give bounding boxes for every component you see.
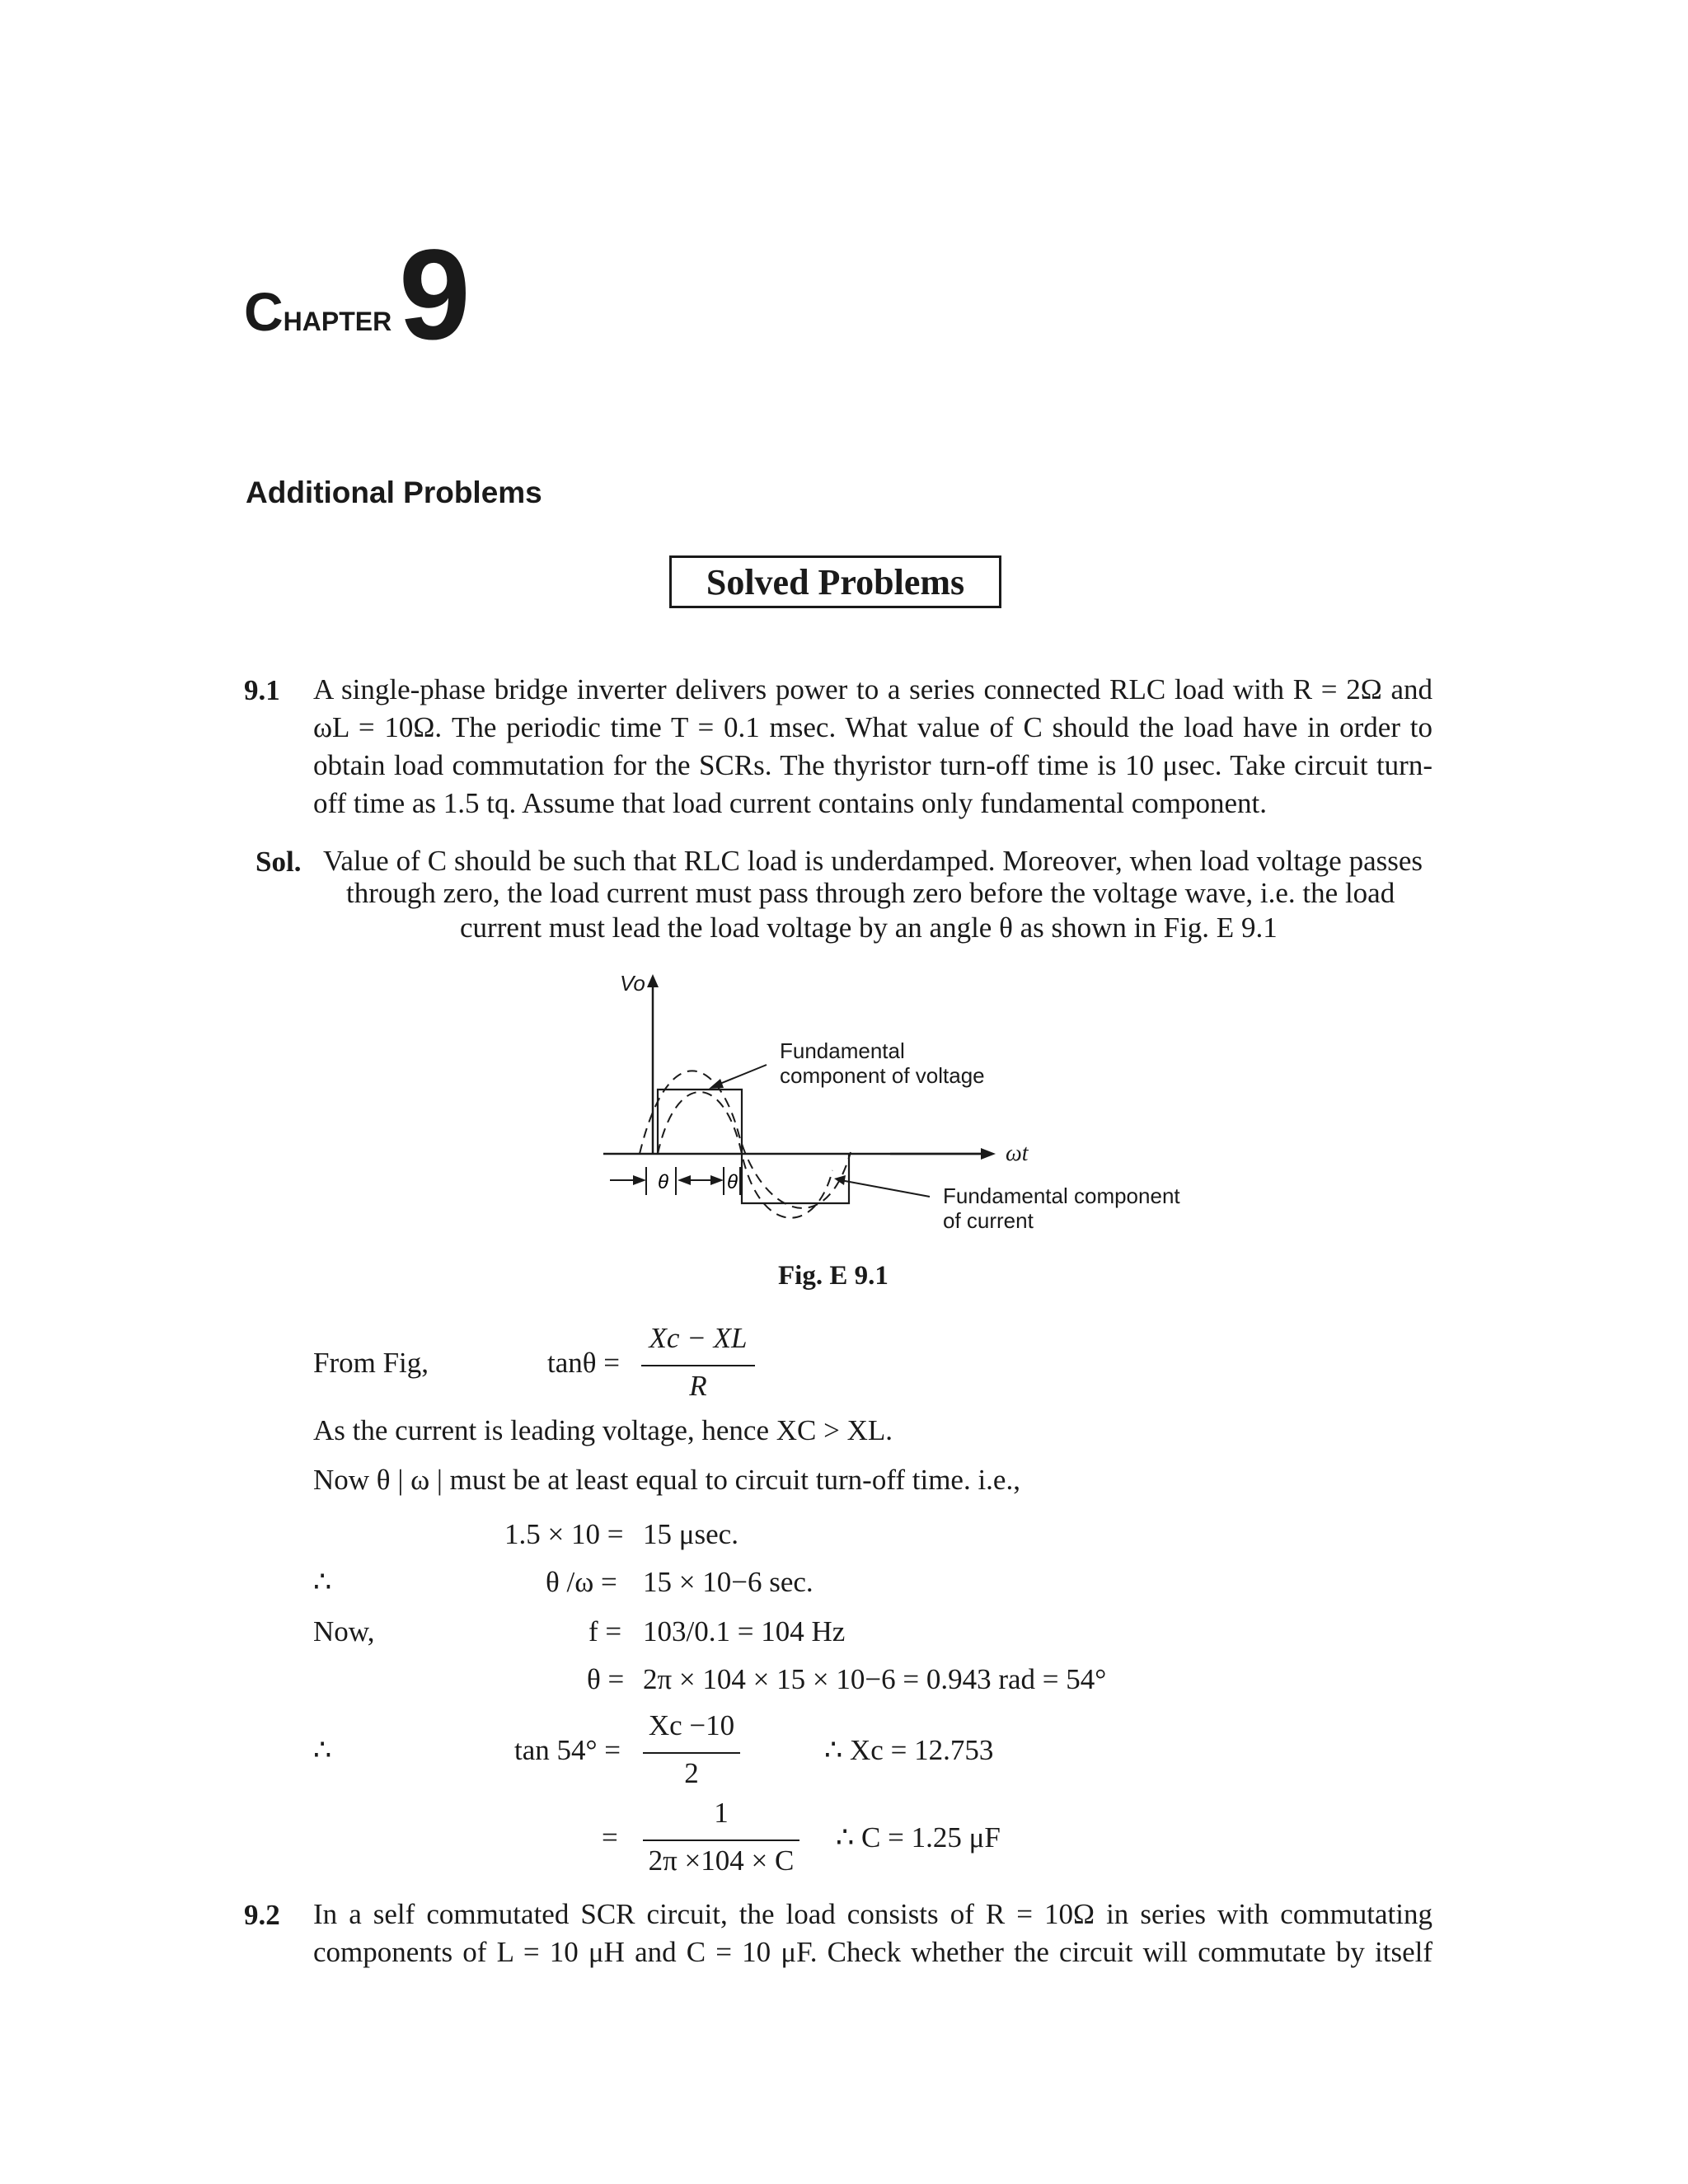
fraction-3-denominator: 2π ×104 × C [648, 1844, 795, 1877]
current-annotation-2: of current [943, 1208, 1034, 1233]
problem-9-2-line-2: components of L = 10 μH and C = 10 μF. Check whether the circuit will commutate by itself [313, 1936, 1432, 1968]
eq1-lhs: 1.5 × 10 = [504, 1518, 624, 1550]
eq3-lhs: f = [588, 1615, 622, 1647]
eq4-rhs: 2π × 104 × 15 × 10−6 = 0.943 rad = 54° [643, 1663, 1107, 1695]
problem-9-1-line-2: ωL = 10Ω. The periodic time T = 0.1 msec. What value of C should the load have in order to [313, 711, 1432, 743]
voltage-annotation-2: component of voltage [780, 1063, 985, 1088]
voltage-annotation-1: Fundamental [780, 1038, 905, 1063]
solution-label: Sol. [256, 846, 302, 878]
figure-caption: Fig. E 9.1 [778, 1261, 889, 1291]
problem-number-9-1: 9.1 [244, 674, 280, 706]
square-wave [658, 1090, 849, 1203]
eq6-result: ∴ C = 1.25 μF [836, 1821, 1001, 1854]
chapter-number: 9 [399, 223, 471, 367]
eq2-lhs: θ /ω = [546, 1566, 617, 1598]
eq5-result: ∴ Xc = 12.753 [824, 1734, 994, 1766]
section-heading: Additional Problems [246, 476, 542, 509]
eq5-lhs: tan 54° = [514, 1734, 621, 1766]
solution-line-2: through zero, the load current must pass through zero before the voltage wave, i.e. the load [346, 877, 1395, 909]
fraction-xc-minus-10 [643, 1709, 740, 1792]
solution-line-1: Value of C should be such that RLC load is underdamped. Moreover, when load voltage passes [323, 845, 1423, 877]
problem-9-1-line-4: off time as 1.5 tq. Assume that load current contains only fundamental component. [313, 787, 1268, 819]
tan-theta-lhs: tanθ = [547, 1347, 621, 1379]
fraction-1-numerator: Xc − XL [649, 1322, 748, 1354]
eq4-lhs: θ = [587, 1663, 625, 1695]
now-statement: Now θ | ω | must be at least equal to circuit turn-off time. i.e., [313, 1464, 1020, 1496]
fraction-xc-minus-xl [641, 1322, 755, 1404]
solution-line-3: current must lead the load voltage by an angle θ as shown in Fig. E 9.1 [460, 912, 1278, 944]
current-fundamental-curve [640, 1071, 851, 1208]
now-label: Now, [313, 1615, 375, 1647]
fraction-2-numerator: Xc −10 [648, 1709, 735, 1741]
eq3-rhs: 103/0.1 = 104 Hz [643, 1615, 846, 1647]
eq6-lhs: = [602, 1821, 618, 1854]
therefore-symbol-2: ∴ [313, 1734, 332, 1766]
solved-problems-title: Solved Problems [706, 561, 965, 602]
problem-9-2-line-1: In a self commutated SCR circuit, the load consists of R = 10Ω in series with commutating [313, 1898, 1432, 1930]
problem-9-1-line-3: obtain load commutation for the SCRs. The thyristor turn-off time is 10 μsec. Take circuit turn- [313, 749, 1432, 781]
chapter-label: CHAPTER [244, 281, 392, 342]
fraction-3-numerator: 1 [714, 1797, 729, 1829]
from-fig-label: From Fig, [313, 1347, 429, 1379]
solved-problems-box [669, 555, 1001, 608]
theta-label-2: θ [727, 1171, 738, 1193]
problem-9-1-line-1: A single-phase bridge inverter delivers power to a series connected RLC load with R = 2Ω and [313, 673, 1432, 705]
leading-statement: As the current is leading voltage, hence XC > XL. [313, 1414, 893, 1446]
fraction-2-denominator: 2 [684, 1757, 699, 1789]
problem-number-9-2: 9.2 [244, 1899, 280, 1931]
figure-y-label: Vo [620, 971, 645, 996]
figure-x-label: ωt [1006, 1141, 1029, 1166]
fraction-one-over-2pi [643, 1797, 799, 1879]
x-axis-arrow-icon [981, 1148, 996, 1160]
eq1-rhs: 15 μsec. [643, 1518, 738, 1550]
theta-label-1: θ [658, 1171, 669, 1193]
current-annotation-1: Fundamental component [943, 1183, 1180, 1208]
voltage-fundamental-curve [658, 1092, 832, 1218]
eq2-rhs: 15 × 10−6 sec. [643, 1566, 814, 1598]
fraction-1-denominator: R [689, 1370, 707, 1402]
therefore-symbol-1: ∴ [313, 1566, 332, 1598]
y-axis-arrow-icon [647, 974, 659, 987]
current-leader-line [841, 1180, 930, 1197]
